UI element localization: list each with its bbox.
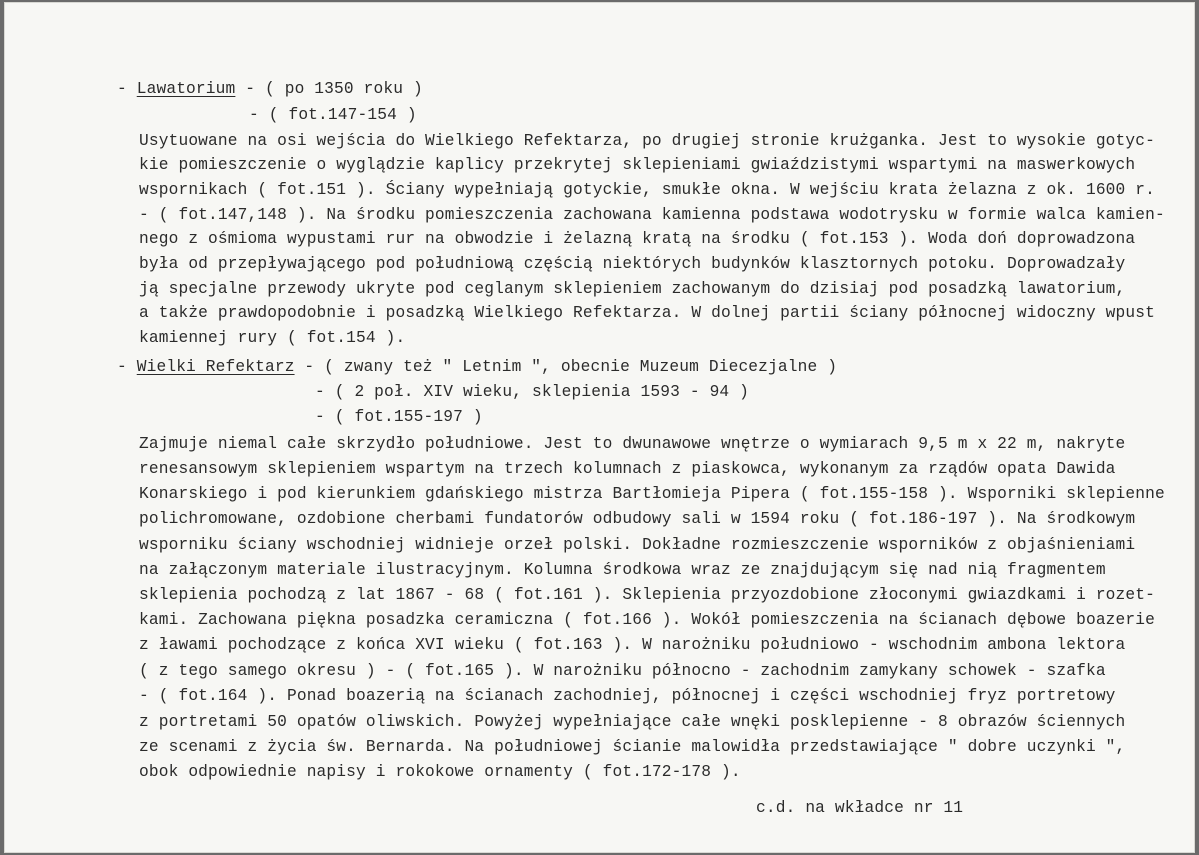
refektarz-line: Zajmuje niemal całe skrzydło południowe. Jest to dwunawowe wnętrze o wymiarach 9,5 m x 22 m, nakryte (139, 435, 1126, 453)
lawatorium-line: kie pomieszczenie o wyglądzie kaplicy przekrytej sklepieniami gwiaździstymi wspartymi na maswerkowych (139, 156, 1136, 174)
refektarz-line: sklepienia pochodzą z lat 1867 - 68 ( fot.161 ). Sklepienia przyozdobione złoconymi gwiazdkami i rozet- (139, 586, 1155, 604)
heading-dash: - (117, 358, 137, 376)
lawatorium-line: kamiennej rury ( fot.154 ). (139, 329, 406, 347)
lawatorium-line: a także prawdopodobnie i posadzką Wielkiego Refektarza. W dolnej partii ściany północnej widoczny wpust (139, 304, 1155, 322)
refektarz-line: - ( fot.164 ). Ponad boazerią na ścianach zachodniej, północnej i części wschodniej fryz portretowy (139, 687, 1116, 705)
lawatorium-line: ją specjalne przewody ukryte pod ceglanym sklepieniem zachowanym do dzisiaj pod posadzką lawatorium, (139, 280, 1126, 298)
refektarz-title: Wielki Refektarz (136, 358, 295, 376)
refektarz-fot: - ( fot.155-197 ) (315, 408, 483, 426)
refektarz-line: ze scenami z życia św. Bernarda. Na południowej ścianie malowidła przedstawiające " dobre uczynki ", (139, 738, 1126, 756)
refektarz-line: wsporniku ściany wschodniej widnieje orzeł polski. Dokładne rozmieszczenie wsporników z objaśnieniami (139, 536, 1136, 554)
typewritten-text (4, 2, 1195, 853)
refektarz-line: renesansowym sklepieniem wspartym na trzech kolumnach z piaskowca, wykonanym za rządów opata Dawida (139, 460, 1116, 478)
refektarz-line: obok odpowiednie napisy i rokokowe ornamenty ( fot.172-178 ). (139, 763, 741, 781)
refektarz-line: polichromowane, ozdobione cherbami fundatorów odbudowy sali w 1594 roku ( fot.186-197 ). Na środkowym (139, 510, 1136, 528)
refektarz-line: kami. Zachowana piękna posadzka ceramiczna ( fot.166 ). Wokół pomieszczenia na ścianach dębowe boazerie (139, 611, 1155, 629)
lawatorium-title: Lawatorium (136, 80, 236, 98)
continuation-note: c.d. na wkładce nr 11 (756, 799, 964, 817)
lawatorium-date: - ( po 1350 roku ) (235, 80, 423, 98)
lawatorium-line: Usytuowane na osi wejścia do Wielkiego Refektarza, po drugiej stronie krużganka. Jest to wysokie gotyc- (139, 132, 1155, 150)
refektarz-line1: - ( zwany też " Letnim ", obecnie Muzeum Diecezjalne ) (294, 358, 838, 376)
refektarz-line: Konarskiego i pod kierunkiem gdańskiego mistrza Bartłomieja Pipera ( fot.155-158 ). Wsporniki sklepienne (139, 485, 1165, 503)
lawatorium-line: nego z ośmioma wypustami rur na obwodzie i żelazną kratą na środku ( fot.153 ). Woda doń doprowadzona (139, 230, 1136, 248)
heading-dash: - (117, 80, 137, 98)
lawatorium-heading (117, 77, 423, 102)
refektarz-line: ( z tego samego okresu ) - ( fot.165 ). W narożniku północno - zachodnim zamykany schowek - szafka (139, 662, 1106, 680)
refektarz-date: - ( 2 poł. XIV wieku, sklepienia 1593 - 94 ) (315, 383, 750, 401)
refektarz-line: z ławami pochodzące z końca XVI wieku ( fot.163 ). W narożniku południowo - wschodnim ambona lektora (139, 636, 1126, 654)
lawatorium-line: była od przepływającego pod południową częścią niektórych budynków klasztornych potoku. Doprowadzały (139, 255, 1126, 273)
document-page (4, 2, 1195, 853)
refektarz-line: z portretami 50 opatów oliwskich. Powyżej wypełniające całe wnęki posklepienne - 8 obrazów ściennych (139, 713, 1126, 731)
lawatorium-line: - ( fot.147,148 ). Na środku pomieszczenia zachowana kamienna podstawa wodotrysku w formie walca kamien- (139, 206, 1165, 224)
refektarz-line: na załączonym materiale ilustracyjnym. Kolumna środkowa wraz ze znajdującym się nad nią fragmentem (139, 561, 1106, 579)
lawatorium-fot: - ( fot.147-154 ) (249, 106, 417, 124)
lawatorium-line: wspornikach ( fot.151 ). Ściany wypełniają gotyckie, smukłe okna. W wejściu krata żelazna z ok. 1600 r. (139, 181, 1155, 199)
refektarz-heading (117, 355, 837, 380)
